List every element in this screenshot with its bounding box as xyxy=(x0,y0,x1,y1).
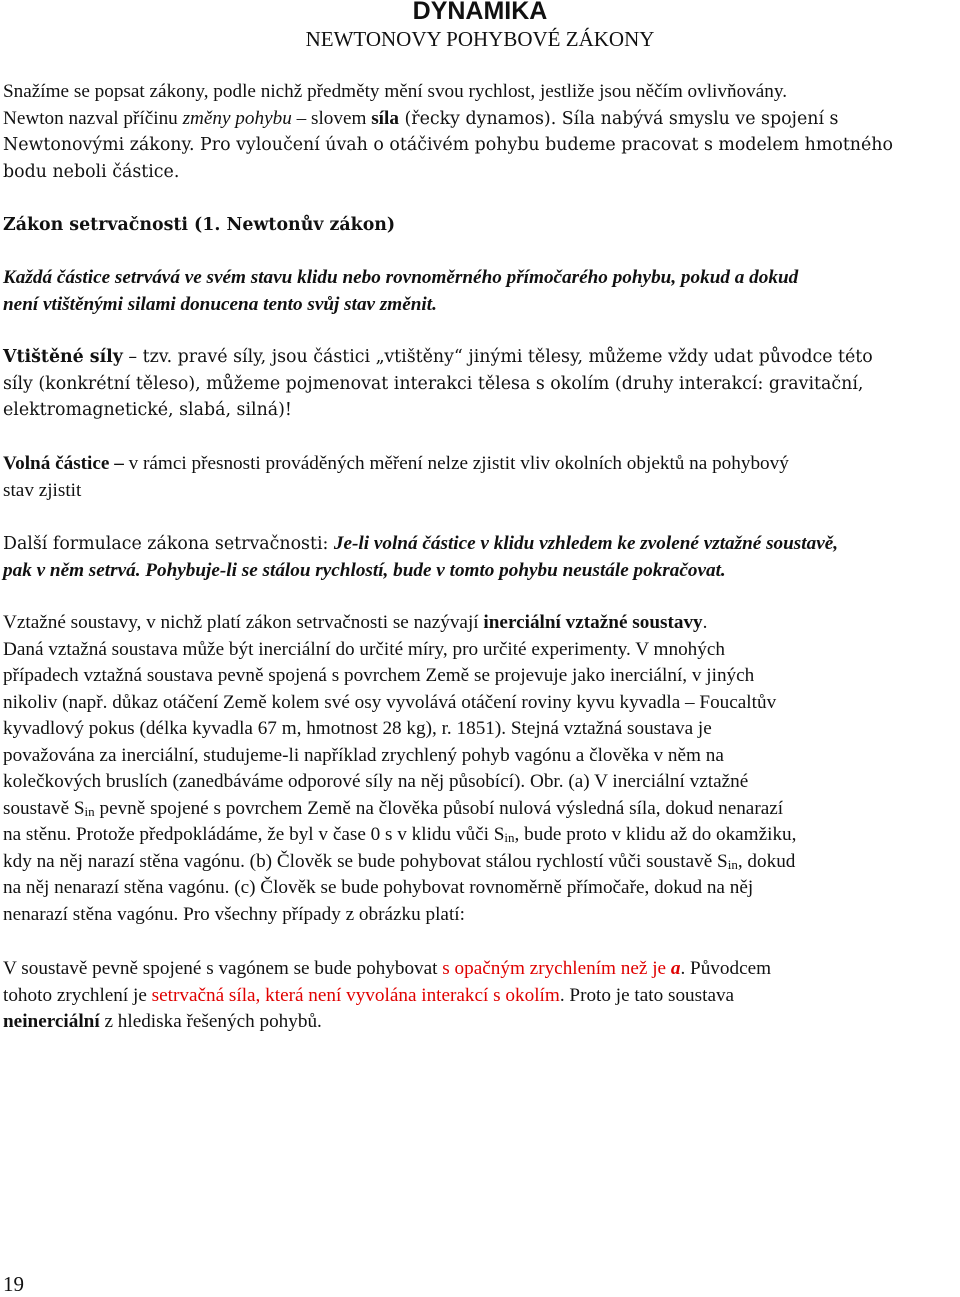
term-free-particle: Volná částice xyxy=(3,453,110,474)
text-run: pevně spojené s povrchem Země na člověka působí nulová výsledná síla, dokud nenarazí xyxy=(94,797,784,819)
inertial-line xyxy=(3,796,957,823)
text-run: Další formulace zákona setrvačnosti: xyxy=(3,534,334,554)
inertial-frames-paragraph xyxy=(3,610,957,928)
highlight-text: s opačným zrychlením než je xyxy=(442,958,671,979)
noninertial-paragraph xyxy=(3,956,957,1036)
term-impressed-forces: Vtištěné síly xyxy=(3,347,123,367)
text-run: z hlediska řešených pohybů. xyxy=(99,1011,322,1032)
formulation-line: pak v něm setrvá. Pohybuje-li se stálou rychlostí, bude v tomto pohybu neustále pokračovat. xyxy=(3,559,726,581)
noninertial-line xyxy=(3,983,957,1010)
term-noninertial: neinerciální xyxy=(3,1011,100,1032)
text-run: – xyxy=(109,453,129,474)
highlight-symbol-a: a xyxy=(670,958,681,979)
law-line: Každá částice setrvává ve svém stavu klidu nebo rovnoměrného přímočarého pohybu, pokud a dokud xyxy=(3,267,799,288)
intro-line: bodu neboli částice. xyxy=(3,161,180,182)
inertial-line xyxy=(3,822,957,849)
text-run: V soustavě pevně spojené s vagónem se bude pohybovat xyxy=(3,958,443,979)
text-run: tohoto zrychlení je xyxy=(3,984,152,1006)
intro-line xyxy=(3,106,957,133)
law-line: není vtištěnými silami donucena tento svůj stav změnit. xyxy=(3,293,437,315)
inertial-line: Daná vztažná soustava může být inerciální do určité míry, pro určité experimenty. V mnohých xyxy=(3,638,725,660)
noninertial-line xyxy=(3,956,957,983)
text-run: . Původcem xyxy=(680,958,772,979)
highlight-text: setrvačná síla, která není vyvolána interakcí s okolím xyxy=(151,984,560,1006)
inertial-line: považována za inerciální, studujeme-li například zrychlený pohyb vagónu a člověka v něm na xyxy=(3,744,724,766)
text-run: , dokud xyxy=(737,850,796,872)
inertial-line: případech vztažná soustava pevně spojená s povrchem Země se projevuje jako inerciální, v jiných xyxy=(3,665,755,686)
inertial-line: kyvadlový pokus (délka kyvadla 67 m, hmotnost 28 kg), r. 1851). Stejná vztažná soustava je xyxy=(3,718,712,739)
intro-paragraph xyxy=(3,79,957,185)
term-change-of-motion: změny pohybu xyxy=(182,107,292,129)
text-run: Je-li volná částice v klidu vzhledem ke zvolené vztažné soustavě, xyxy=(333,533,839,554)
forces-line xyxy=(3,344,957,371)
formulation-paragraph xyxy=(3,531,957,584)
text-run: Vztažné soustavy, v nichž platí zákon setrvačnosti se nazývají xyxy=(3,612,484,633)
inertial-line: na něj nenarazí stěna vagónu. (c) Člověk se bude pohybovat rovnoměrně přímočaře, dokud na něj xyxy=(3,877,754,898)
free-particle-paragraph xyxy=(3,451,957,504)
term-force: síla xyxy=(371,107,399,129)
forces-line: elektromagnetické, slabá, silná)! xyxy=(3,400,292,420)
noninertial-line xyxy=(3,1009,957,1036)
inertial-line: kolečkových bruslích (zanedbáváme odporové síly na něj působící). Obr. (a) V inerciální vztažné xyxy=(3,771,749,792)
text-run: kdy na něj narazí stěna vagónu. (b) Člověk se bude pohybovat stálou rychlostí vůči soustavě S xyxy=(3,850,728,872)
page-subtitle: NEWTONOVY POHYBOVÉ ZÁKONY xyxy=(305,27,655,51)
text-run: (řecky dynamos). Síla nabývá smyslu ve spojení s xyxy=(398,108,839,129)
law-statement xyxy=(3,265,957,318)
text-run: na stěnu. Protože předpokládáme, že byl v čase 0 s v klidu vůči S xyxy=(3,824,505,845)
text-run: . xyxy=(702,612,708,633)
page-title: DYNAMIKA xyxy=(412,0,548,25)
term-inertial-frames: inerciální vztažné soustavy xyxy=(483,612,703,633)
text-run: soustavě S xyxy=(3,797,85,819)
inertial-line xyxy=(3,849,957,876)
inertial-line: nikoliv (např. důkaz otáčení Země kolem své osy vyvolává otáčení roviny kyvu kyvadla – Foucaltův xyxy=(3,691,777,713)
text-run: – slovem xyxy=(291,107,372,129)
formulation-line xyxy=(3,531,957,558)
title-block xyxy=(0,0,960,52)
text-run: . Proto je tato soustava xyxy=(559,984,735,1006)
subscript: in xyxy=(504,830,515,845)
intro-line: Snažíme se popsat zákony, podle nichž předměty mění svou rychlost, jestliže jsou něčím ovlivňovány. xyxy=(3,81,788,102)
text-run: Newton nazval příčinu xyxy=(3,107,183,129)
impressed-forces-paragraph xyxy=(3,344,957,424)
intro-line: Newtonovými zákony. Pro vyloučení úvah o otáčivém pohybu budeme pracovat s modelem hmotného xyxy=(3,135,893,155)
subscript: in xyxy=(84,803,95,819)
text-run: , bude proto v klidu až do okamžiku, xyxy=(514,824,797,845)
text-run: – tzv. pravé síly, jsou částici „vtištěny“ jinými tělesy, můžeme vždy udat původce této xyxy=(122,347,873,367)
free-particle-line xyxy=(3,451,957,478)
forces-line: síly (konkrétní těleso), můžeme pojmenovat interakci tělesa s okolím (druhy interakcí: gravitační, xyxy=(3,373,864,394)
free-particle-line: stav zjistit xyxy=(3,479,82,501)
inertial-line xyxy=(3,610,957,637)
text-run: v rámci přesnosti prováděných měření nelze zjistit vliv okolních objektů na pohybový xyxy=(128,453,789,474)
subscript: in xyxy=(727,856,738,872)
inertial-line: nenarazí stěna vagónu. Pro všechny případy z obrázku platí: xyxy=(3,903,465,925)
page-number: 19 xyxy=(3,1272,24,1296)
section-heading: Zákon setrvačnosti (1. Newtonův zákon) xyxy=(3,215,396,235)
